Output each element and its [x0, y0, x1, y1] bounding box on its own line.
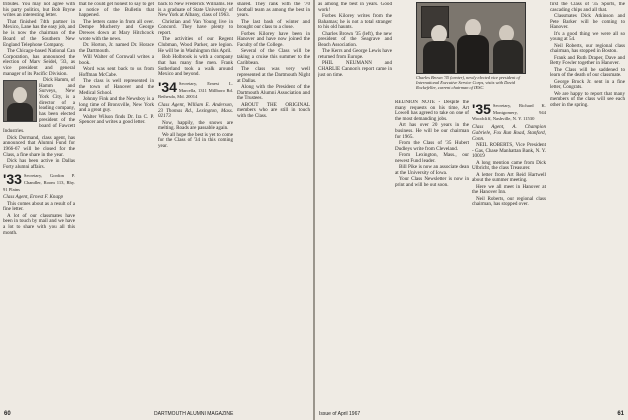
paragraph: Johnny Fink and the Newsboy is a long time of Bronxville, New York and a great guy.	[79, 95, 154, 114]
paragraph: George Brock Jr. sent in a fine letter, Congrats.	[550, 78, 625, 91]
paragraph: as among the best in years. Good work!	[318, 2, 392, 13]
paragraph: This comes about as a result of a fine letter.	[3, 200, 75, 213]
class-secretary: Secretary, Richard K. Montgomery, 944 Woodcliff, Nashville, N. Y. 11530	[472, 103, 546, 122]
right-column-4	[550, 2, 625, 402]
paragraph: Word was sent back to us from Hoffman McCabe.	[79, 66, 154, 78]
paragraph: shared. They rank with the '70 football team as among the best in years.	[237, 2, 310, 19]
paragraph: Frank and Ruth Draper, Dave and Betty Fowler together in Hanover.	[550, 54, 625, 67]
right-page	[315, 0, 628, 420]
paragraph: Neil Roberts, our regional class chairman, has stopped in Boston.	[550, 42, 625, 55]
page-number: 61	[617, 411, 624, 417]
class-agent-line: Class Agent, William E. Anderson, 23 Thomas Rd., Lexington, Mass. 02173	[158, 102, 233, 120]
paragraph: From the Class of '35 Hubert Dudleys write from Cleveland.	[395, 140, 469, 152]
paragraph: Christian and Van Young live in Concord. They have plenty to report.	[158, 18, 233, 37]
left-column-2	[79, 2, 154, 402]
photo-caption: Charles Brown '35 (center), newly elected vice president of International Executive Service Corps, visits with David Rockefeller, current chairman of IESC.	[416, 75, 520, 90]
paragraph: It's a good thing we were all so young at 54.	[550, 30, 625, 43]
paragraph: Will Walter of Cornwall writes a book.	[79, 54, 154, 66]
paragraph: The letters came in from all over. Dempe Mucherry and George Drewes down at Mary Hitchcock wrote with the news.	[79, 18, 154, 42]
paragraph: Here we all meet in Hanover at the Hanover Inn.	[472, 183, 546, 196]
class-secretary: Secretary, Ernest L. Marcella, 1311 Millboro Rd. Bethesda, Md. 20014	[158, 80, 233, 100]
paragraph: Dick Hamm, of Hamm and Surveys, New York City, is a director of a leading company, has been elected president of the board of Fawcett Industries.	[3, 76, 75, 135]
class-heading-35	[472, 103, 546, 123]
class-year: '35	[472, 101, 491, 117]
paragraph: The Chicago-based National Can Corporation, has announced the election of Marv Seidel, '33, as vice president and general manager of its Pacific Division.	[3, 47, 75, 77]
paragraph: Neil Roberts, our regional class chairman, has stopped over.	[472, 195, 546, 208]
paragraph: back to New Frederick Williams. He is a graduate of State University of New York at Albany, class of 1963.	[158, 2, 233, 19]
paragraph: Dick has been active in Dallas Forty alumni affairs.	[3, 157, 75, 170]
group-photo	[416, 2, 526, 74]
paragraph: PHIL NEUMANN and CHARLIE Cannon's report came in just on time.	[318, 60, 392, 78]
left-column-3	[158, 2, 233, 402]
class-year: '34	[158, 78, 177, 95]
paragraph: A letter from Art Reid Hartwell about the summer meeting.	[472, 171, 546, 184]
paragraph: From Lexington, Mass., our newest Fund leader.	[395, 152, 469, 164]
magazine-title: DARTMOUTH ALUMNI MAGAZINE	[154, 411, 234, 417]
paragraph: We are happy to report that many members of the class will see each other in the spring.	[550, 90, 625, 109]
class-year: '33	[3, 171, 22, 188]
paragraph: NEIL ROBERTS, Vice President - Gas, Chase Manhattan Bank, N. Y. 10019	[472, 141, 546, 160]
paragraph: Classmates Dick Atkinson and Pete Barker will be coming to Hanover.	[550, 13, 625, 31]
right-footer	[319, 411, 624, 418]
page-number: 60	[4, 411, 11, 417]
paragraph: The activities of our Regent Clubman, Wood Parker, are legion. He will be in Washington this April.	[158, 36, 233, 54]
left-column-4	[237, 2, 310, 402]
paragraph: Forbes Kilorey writes from the Bahamas; he is not a total stranger to his old haunts.	[318, 13, 392, 31]
paragraph: Several of the Class will be taking a cruise this summer to the Caribbean.	[237, 48, 310, 66]
paragraph: Dr. Horton, Jr. named Dr. Horace the Dartmouth.	[79, 42, 154, 54]
right-column-3	[472, 100, 546, 400]
paragraph: We all hope the best is yet to come for the Class of '34 in this coming year.	[158, 131, 233, 150]
paragraph: ABOUT THE ORIGINAL members who are still in touch with the Class.	[237, 101, 310, 119]
paragraph: first the Class of '35 Sports, the cascading chips and all that.	[550, 2, 625, 13]
paragraph: Now, happily, the snows are melting. Roads are passable again.	[158, 119, 233, 132]
right-column-2	[395, 100, 469, 400]
issue-date: Issue of April 1967	[319, 411, 361, 417]
paragraph: Art has over 20 years in the business. He will be our chairman for 1965.	[395, 122, 469, 140]
paragraph: The class was very well represented at the Dartmouth Night at Dallas.	[237, 66, 310, 84]
class-heading-34	[158, 78, 233, 101]
paragraph: tributes. You may not agree with his party politics, but Bob Bryne writes an interesting letter.	[3, 2, 75, 19]
paragraph: Forbes Kilorey have been in Hanover and have now joined the Faculty of the College.	[237, 30, 310, 49]
paragraph: A long mention came from Dick Ulbricht, the class Treasurer.	[472, 159, 546, 172]
paragraph: Charles Brown '35 (left), the new president of the Seagrave and Beach Association.	[318, 30, 392, 49]
paragraph: The class is well represented in the town of Hanover and the Medical School.	[79, 78, 154, 96]
paragraph: A lot of our classmates have been in touch by mail and we have a lot to share with you all this month.	[3, 212, 75, 236]
paragraph: The last bash of winter and brought our class to a close.	[237, 18, 310, 31]
paragraph: Bill Pike is now an associate dean at the University of Iowa.	[395, 164, 469, 176]
paragraph: Walter Wilson finds Dr. Ira C. P. Spencer and writes a good letter.	[79, 113, 154, 126]
paragraph: Bob Holbrook is with a company that has many fine men. Frank Sutherland took a walk around Mexico and beyond.	[158, 54, 233, 78]
class-heading-33	[3, 173, 75, 193]
class-agent-line: Class Agent, A. Champion Gabriele, Fox Run Road, Stanford, Conn.	[472, 124, 546, 142]
paragraph: that he could get honest to say to get a notice of the Bulletin that happened.	[79, 2, 154, 19]
paragraph: REUNION NOTE - Despite the many requests on his time, Art Lowell has agreed to take on one of the most demanding jobs.	[395, 100, 469, 123]
right-column-1	[318, 2, 392, 402]
paragraph: Your Class Newsletter is now in print and will be out soon.	[395, 176, 469, 188]
class-secretary: Secretary, Gordon P. Chandler, Room 113, Rhy. 91 Plains	[3, 173, 75, 192]
portrait-photo	[3, 80, 37, 122]
left-column-1	[3, 2, 75, 402]
left-page	[0, 0, 313, 420]
paragraph: The Class will be saddened to learn of the death of our classmate.	[550, 66, 625, 79]
paragraph: The Kerrs and George Lewis have returned from Europe.	[318, 48, 392, 61]
paragraph: Along with the President of the Dartmouth Alumni Association and the Trustees.	[237, 83, 310, 102]
paragraph: That finished 74th partner in Mexico, Lane has the easy job, and he is now the chairman of the Board of the Southern New England Telephone Company.	[3, 18, 75, 48]
left-footer	[4, 411, 304, 418]
paragraph: Dick Dormand, class agent, has announced that Alumni Fund for 1966-67 will be closed for the Class, a fine share in the year.	[3, 134, 75, 158]
class-agent-line: Class Agent, Ernest F. Knapp	[3, 194, 64, 201]
